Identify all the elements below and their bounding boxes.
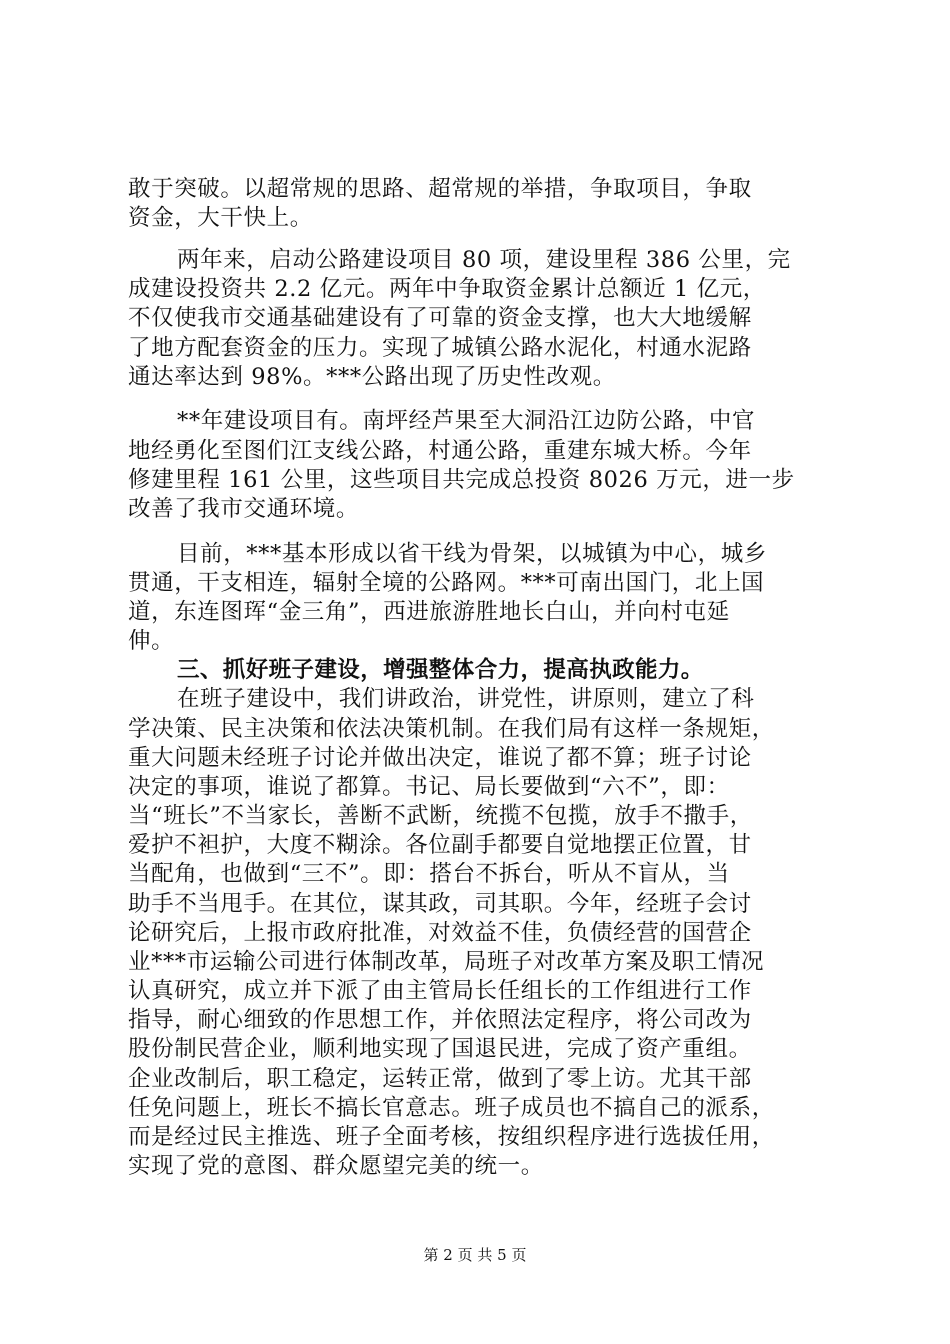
paragraph-line: 不仅使我市交通基础建设有了可靠的资金支撑，也大大地缓解	[128, 305, 752, 331]
paragraph-line: 敢于突破。以超常规的思路、超常规的举措，争取项目，争取	[128, 176, 752, 202]
paragraph-line: 伸。	[128, 628, 175, 654]
paragraph-line: 任免问题上，班长不搞长官意志。班子成员也不搞自己的派系，	[128, 1095, 775, 1121]
paragraph-line: 企业改制后，职工稳定，运转正常，做到了零上访。尤其干部	[128, 1066, 752, 1092]
paragraph-line: 当“班长”不当家长，善断不武断，统揽不包揽，放手不撒手，	[128, 803, 753, 829]
page-footer	[0, 1245, 950, 1265]
paragraph-line: 爱护不袒护，大度不糊涂。各位副手都要自觉地摆正位置，甘	[128, 832, 752, 858]
paragraph-line: 学决策、民主决策和依法决策机制。在我们局有这样一条规矩，	[128, 716, 775, 742]
paragraph-line: 指导，耐心细致的作思想工作，并依照法定程序，将公司改为	[128, 1007, 752, 1033]
paragraph-line: 认真研究，成立并下派了由主管局长任组长的工作组进行工作	[128, 978, 752, 1004]
paragraph-line: 目前，***基本形成以省干线为骨架，以城镇为中心，城乡	[177, 541, 767, 567]
paragraph-line: 地经勇化至图们江支线公路，村通公路，重建东城大桥。今年	[128, 438, 752, 464]
paragraph-line: 实现了党的意图、群众愿望完美的统一。	[128, 1153, 544, 1179]
paragraph-line: 道，东连图珲“金三角”，西进旅游胜地长白山，并向村屯延	[128, 599, 730, 625]
paragraph-line: 重大问题未经班子讨论并做出决定，谁说了都不算；班子讨论	[128, 745, 752, 771]
paragraph-line: 资金，大干快上。	[128, 205, 313, 231]
paragraph-line: 两年来，启动公路建设项目 80 项，建设里程 386 公里，完	[177, 247, 791, 273]
paragraph-line: 当配角，也做到“三不”。即：搭台不拆台，听从不盲从，当	[128, 861, 730, 887]
paragraph-line: 而是经过民主推选、班子全面考核，按组织程序进行选拔任用，	[128, 1124, 775, 1150]
paragraph-line: **年建设项目有。南坪经芦果至大洞沿江边防公路，中官	[177, 408, 756, 434]
page-indicator: 第 2 页 共 5 页	[423, 1246, 527, 1264]
paragraph-line: 修建里程 161 公里，这些项目共完成总投资 8026 万元，进一步	[128, 467, 795, 493]
section-heading: 三、抓好班子建设，增强整体合力，提高执政能力。	[177, 657, 704, 683]
paragraph-line: 了地方配套资金的压力。实现了城镇公路水泥化，村通水泥路	[128, 335, 752, 361]
paragraph-line: 通达率达到 98%。***公路出现了历史性改观。	[128, 364, 616, 390]
paragraph-line: 论研究后，上报市政府批准，对效益不佳，负债经营的国营企	[128, 920, 752, 946]
paragraph-line: 在班子建设中，我们讲政治，讲党性，讲原则，建立了科	[177, 686, 755, 712]
paragraph-line: 业***市运输公司进行体制改革，局班子对改革方案及职工情况	[128, 949, 765, 975]
paragraph-line: 股份制民营企业，顺利地实现了国退民进，完成了资产重组。	[128, 1036, 752, 1062]
paragraph-line: 成建设投资共 2.2 亿元。两年中争取资金累计总额近 1 亿元，	[128, 276, 766, 302]
paragraph-line: 贯通，干支相连，辐射全境的公路网。***可南出国门，北上国	[128, 570, 765, 596]
paragraph-line: 改善了我市交通环境。	[128, 496, 360, 522]
paragraph-line: 决定的事项，谁说了都算。书记、局长要做到“六不”，即：	[128, 774, 730, 800]
paragraph-line: 助手不当甩手。在其位，谋其政，司其职。今年，经班子会讨	[128, 891, 752, 917]
